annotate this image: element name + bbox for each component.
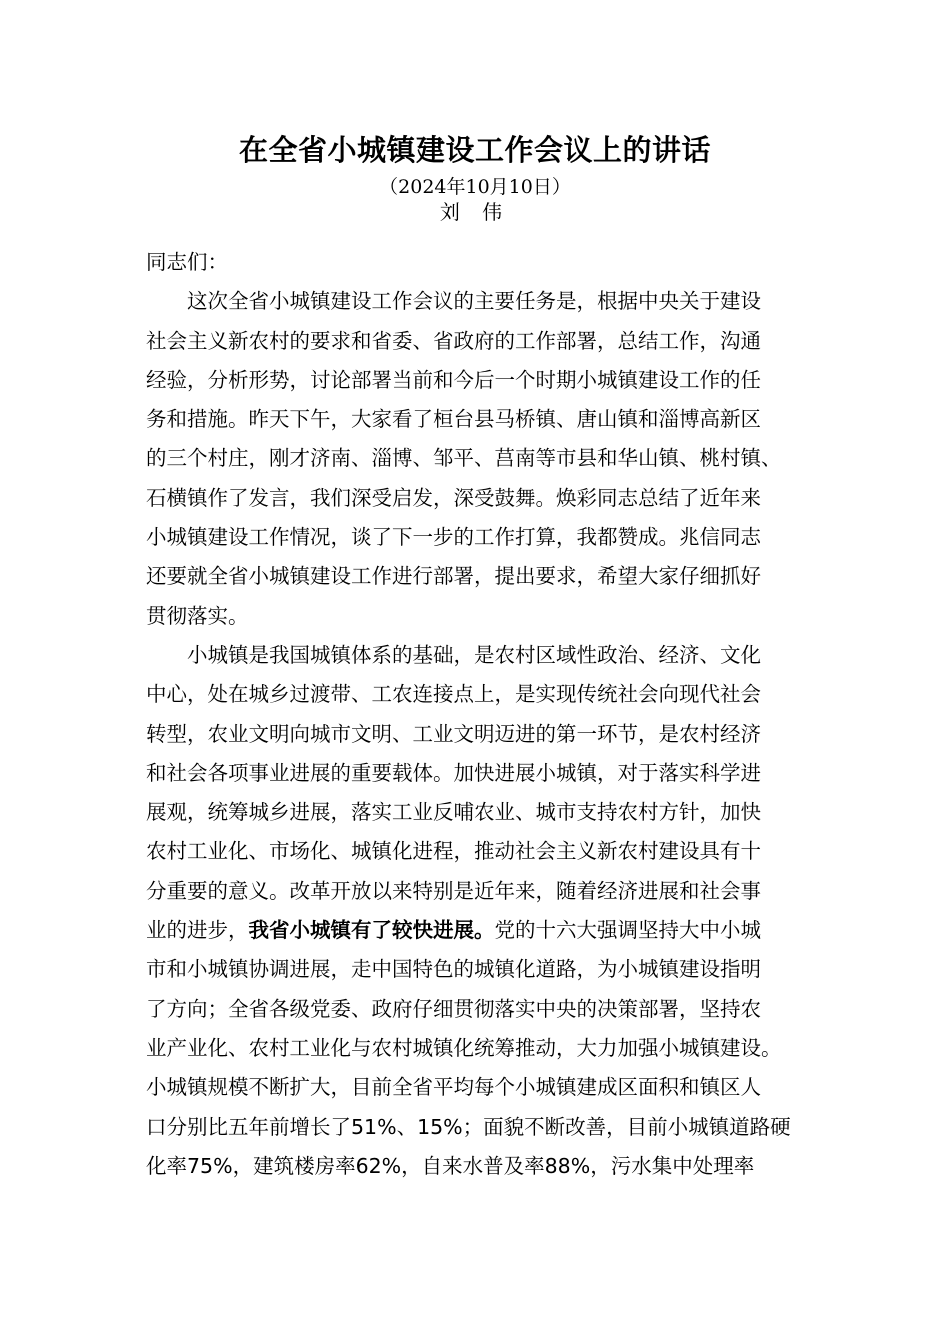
salutation: 同志们： (146, 250, 228, 274)
speech-date: （2024年10月10日） (379, 176, 571, 198)
bold-key-sentence: 我省小城镇有了较快进展。 (248, 918, 495, 943)
document-title: 在全省小城镇建设工作会议上的讲话 (238, 133, 711, 167)
body-line: 转型，农业文明向城市文明、工业文明迈进的第一环节，是农村经济 (146, 721, 761, 746)
body-line: 务和措施。昨天下午，大家看了桓台县马桥镇、唐山镇和淄博高新区 (146, 407, 761, 432)
body-line: 化率75%，建筑楼房率62%，自来水普及率88%，污水集中处理率 (146, 1153, 755, 1178)
body-line: 这次全省小城镇建设工作会议的主要任务是，根据中央关于建设 (187, 289, 761, 314)
speech-body (146, 243, 806, 1186)
speaker-name: 刘 伟 (439, 200, 511, 224)
body-line: 小城镇建设工作情况，谈了下一步的工作打算，我都赞成。兆信同志 (146, 525, 761, 550)
body-line: 贯彻落实。 (146, 603, 249, 628)
body-line: 还要就全省小城镇建设工作进行部署，提出要求，希望大家仔细抓好 (146, 564, 761, 589)
body-line: 社会主义新农村的要求和省委、省政府的工作部署，总结工作，沟通 (146, 328, 761, 353)
body-line: 的三个村庄，刚才济南、淄博、邹平、莒南等市县和华山镇、桃村镇、 (146, 446, 782, 471)
body-line: 业产业化、农村工业化与农村城镇化统筹推动，大力加强小城镇建设。 (146, 1035, 782, 1060)
body-line-start: 业的进步， (146, 918, 249, 943)
body-line-mixed (146, 911, 806, 950)
body-line: 小城镇规模不断扩大，目前全省平均每个小城镇建成区面积和镇区人 (146, 1075, 761, 1100)
body-line: 了方向；全省各级党委、政府仔细贯彻落实中央的决策部署，坚持农 (146, 996, 761, 1021)
body-line: 展观，统筹城乡进展，落实工业反哺农业、城市支持农村方针，加快 (146, 800, 761, 825)
body-line: 口分别比五年前增长了51%、15%；面貌不断改善，目前小城镇道路硬 (146, 1114, 791, 1139)
body-line: 农村工业化、市场化、城镇化进程，推动社会主义新农村建设具有十 (146, 839, 761, 864)
body-line-end: 党的十六大强调坚持大中小城 (494, 918, 761, 943)
body-line: 经验，分析形势，讨论部署当前和今后一个时期小城镇建设工作的任 (146, 367, 761, 392)
body-line: 中心，处在城乡过渡带、工农连接点上，是实现传统社会向现代社会 (146, 682, 761, 707)
body-line: 分重要的意义。改革开放以来特别是近年来，随着经济进展和社会事 (146, 878, 761, 903)
body-line: 和社会各项事业进展的重要载体。加快进展小城镇，对于落实科学进 (146, 760, 761, 785)
body-line: 石横镇作了发言，我们深受启发，深受鼓舞。焕彩同志总结了近年来 (146, 485, 761, 510)
body-line: 市和小城镇协调进展，走中国特色的城镇化道路，为小城镇建设指明 (146, 957, 761, 982)
body-line: 小城镇是我国城镇体系的基础，是农村区域性政治、经济、文化 (187, 642, 761, 667)
